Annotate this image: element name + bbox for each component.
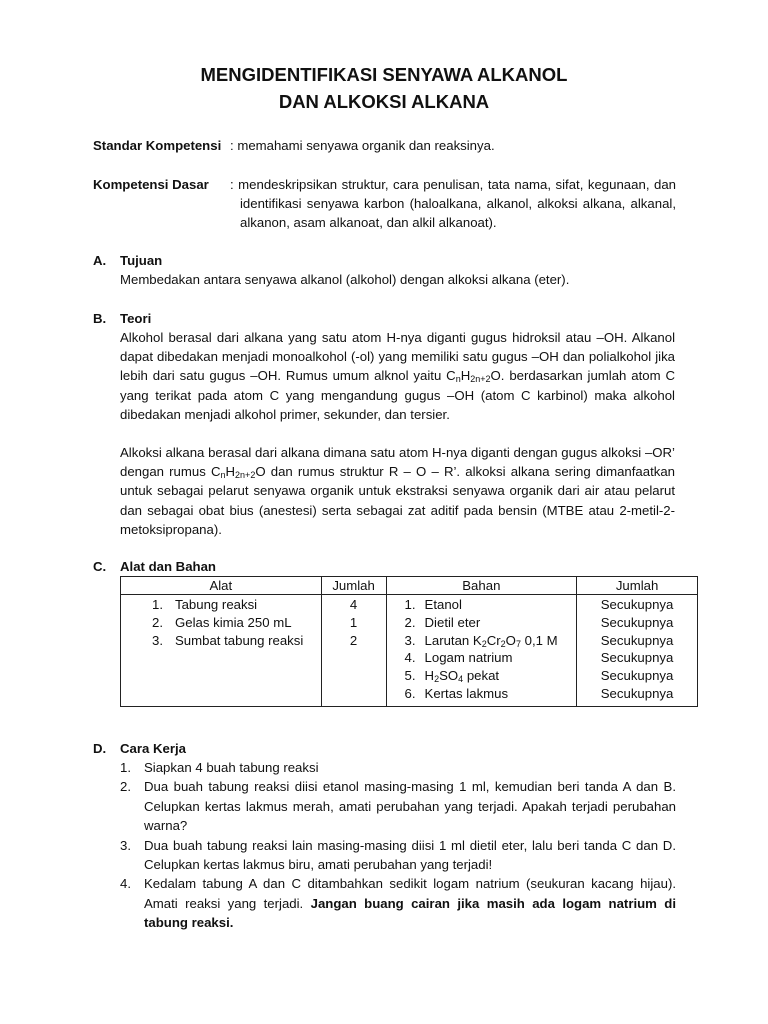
header-jumlah-alat: Jumlah [321,577,386,595]
jumlah-value: Secukupnya [600,650,674,666]
kompetensi-dasar-value-block [230,175,676,232]
section-c-letter: C. [93,559,107,574]
document-title-line-2: DAN ALKOKSI ALKANA [278,91,490,112]
section-b-body [120,328,675,539]
teori-paragraph-1: Alkohol berasal dari alkana yang satu atom H-nya diganti gugus hidroksil atau –OH. Alkanol dapat dibedakan menjadi monoalkohol (-ol) yang memiliki satu gugus –OH dan polialkohol jika lebih dari satu gugus –OH. Rumus umum alknol yaitu $C_nH_{2n+2}O$. berdasarkan jumlah atom C yang terikat pada atom C yang mengandung gugus –OH (atom C karbinol) maka alkohol dibedakan menjadi alkohol primer, sekunder, dan tersier. [120,330,675,422]
jumlah-value: Secukupnya [600,668,674,684]
standar-kompetensi-value: : memahami senyawa organik dan reaksinya. [230,138,495,153]
table-header-row [121,577,698,595]
header-jumlah-bahan: Jumlah [577,577,698,595]
step-item: 1. Siapkan 4 buah tabung reaksi [120,760,319,775]
document-title-line-1: MENGIDENTIFIKASI SENYAWA ALKANOL [200,64,568,85]
kompetensi-dasar-row [93,175,676,235]
jumlah-value: 1 [349,614,358,630]
list-item: 1. Tabung reaksi [152,597,258,612]
section-d-heading: Cara Kerja [120,741,186,756]
step-item: 3. Dua buah tabung reaksi lain masing-masing diisi 1 ml dietil eter, lalu beri tanda C dan D. Celupkan kertas lakmus biru, amati perubahan yang terjadi! [120,837,676,873]
bahan-cell [386,595,577,707]
kompetensi-dasar-value: : mendeskripsikan struktur, cara penulisan, tata nama, sifat, kegunaan, dan identifikasi senyawa karbon (haloalkana, alkanol, alkoksi alkana, alkanal, alkanon, asam alkanoat, dan alkil alkanoat). [230,177,676,230]
section-a-heading: Tujuan [120,253,163,268]
list-item: 2. Dietil eter [404,614,481,630]
jumlah-value: Secukupnya [600,632,674,648]
list-item: 5. $H_2SO_4$ pekat [404,668,500,685]
list-item: 3. Larutan $K_2Cr_2O_7$ 0,1 M [404,632,558,649]
standar-kompetensi-row [93,136,676,155]
list-item: 2. Gelas kimia 250 mL [152,614,292,630]
jumlah-value: Secukupnya [600,685,674,701]
section-a-body [120,270,675,289]
section-tujuan [93,251,676,291]
section-a-letter: A. [93,253,107,268]
section-b-heading: Teori [120,311,152,326]
cara-kerja-steps [120,758,676,933]
section-cara-kerja [93,739,676,758]
alat-list [121,596,321,649]
header-alat: Alat [121,577,322,595]
section-b-letter: B. [93,311,107,326]
standar-kompetensi-label: Standar Kompetensi [93,138,222,153]
step-item: 4. Kedalam tabung A dan C ditambahkan sedikit logam natrium (seukuran kacang hijau). Amati reaksi yang terjadi. Jangan buang cairan jika masih ada logam natrium di tabung reaksi. [120,876,676,931]
header-bahan: Bahan [386,577,577,595]
jumlah-value: Secukupnya [600,614,674,630]
section-c-heading: Alat dan Bahan [120,559,216,574]
list-item: 4. Logam natrium [404,650,513,666]
tujuan-text: Membedakan antara senyawa alkanol (alkohol) dengan alkoksi alkana (eter). [120,272,570,287]
jumlah-alat-cell [321,595,386,707]
section-teori [93,309,676,549]
alat-bahan-table [120,576,698,707]
list-item: 1. Etanol [404,597,462,612]
jumlah-value: 4 [349,597,358,612]
step-item: 2. Dua buah tabung reaksi diisi etanol masing-masing 1 ml, kemudian beri tanda A dan B. Celupkan kertas lakmus merah, amati perubahan yang terjadi. Apakah terjadi perubahan warna? [120,779,676,834]
section-d-letter: D. [93,741,107,756]
jumlah-value: Secukupnya [600,597,674,612]
jumlah-bahan-cell [577,595,698,707]
list-item: 6. Kertas lakmus [404,685,509,701]
jumlah-value: 2 [349,632,358,648]
alat-cell [121,595,322,707]
kompetensi-dasar-label: Kompetensi Dasar [93,177,209,192]
section-alat-bahan [93,557,676,576]
bahan-list [387,596,577,703]
list-item: 3. Sumbat tabung reaksi [152,632,304,648]
warning-text: Jangan buang cairan jika masih ada logam natrium di tabung reaksi. [144,895,676,931]
teori-paragraph-2: Alkoksi alkana berasal dari alkana dimana satu atom H-nya diganti dengan gugus alkoksi –OR’ dengan rumus $C_nH_{2n+2}O$ dan rumus struktur R – O – R’. alkoksi alkana sering dimanfaatkan untuk sebagai pelarut senyawa organik untuk ekstraksi senyawa organik dari air atau pelarut dan sebagai obat bius (anestesi) serta sebagai zat aditif pada bensin (MTBE atau 2-metil-2- metoksipropana). [120,445,675,537]
table-body-row [121,595,698,707]
